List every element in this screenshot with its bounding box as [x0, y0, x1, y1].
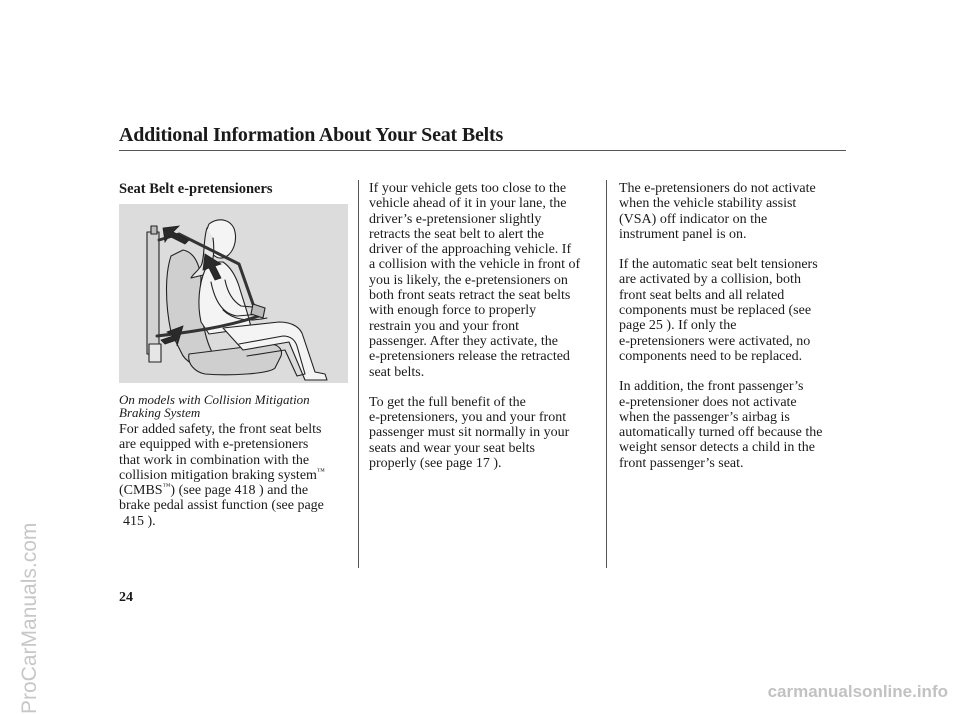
text-line: vehicle ahead of it in your lane, the: [369, 196, 567, 212]
column-3-text: [619, 181, 822, 471]
text-line: both front seats retract the seat belts: [369, 288, 571, 304]
paragraph: [619, 257, 822, 364]
text-line: If the automatic seat belt tensioners: [619, 257, 818, 273]
column-1-text: [119, 422, 325, 529]
trademark-symbol: ™: [162, 481, 171, 491]
caption-line: On models with Collision Mitigation: [119, 392, 310, 407]
text-line: instrument panel is on.: [619, 226, 747, 242]
text-line: restrain you and your front: [369, 318, 520, 334]
paragraph: [369, 181, 580, 380]
seat-belt-illustration: [119, 204, 348, 383]
text-line: retracts the seat belt to alert the: [369, 226, 544, 242]
paragraph: [619, 181, 822, 242]
text-line: when the vehicle stability assist: [619, 196, 797, 212]
section-heading: Seat Belt e-pretensioners: [119, 181, 273, 197]
text-line: e-pretensioner does not activate: [619, 394, 797, 410]
text-line: front seat belts and all related: [619, 287, 785, 303]
text-line: components need to be replaced.: [619, 348, 803, 364]
cmbs-abbrev: (CMBS: [119, 483, 163, 499]
trademark-symbol: ™: [316, 466, 325, 476]
text-line: when the passenger’s airbag is: [619, 409, 790, 425]
text-line: To get the full benefit of the: [369, 394, 526, 410]
text-line: e-pretensioners were activated, no: [619, 333, 811, 349]
text-line: you is likely, the e-pretensioners on: [369, 272, 568, 288]
text-line: [119, 483, 325, 498]
text-line: driver of the approaching vehicle. If: [369, 242, 572, 258]
cmbs-phrase: collision mitigation braking system: [119, 467, 317, 483]
text-line: page 25 ). If only the: [619, 318, 737, 334]
text-line: automatically turned off because the: [619, 425, 823, 441]
text-line: In addition, the front passenger’s: [619, 379, 804, 395]
side-watermark: ProCarManuals.com: [18, 522, 41, 714]
column-divider-1: [358, 180, 359, 568]
text-line: that work in combination with the: [119, 452, 310, 468]
caption-line: Braking System: [119, 405, 201, 420]
paragraph: [369, 395, 580, 471]
text-line: passenger. After they activate, the: [369, 333, 558, 349]
text-line: are activated by a collision, both: [619, 272, 801, 288]
text-line: a collision with the vehicle in front of: [369, 257, 581, 273]
text-line: e-pretensioners, you and your front: [369, 410, 567, 426]
paragraph: [619, 379, 822, 471]
cmbs-page-ref: ) (see page 418 ) and the: [170, 483, 309, 499]
text-line: passenger must sit normally in your: [369, 425, 570, 441]
text-line: brake pedal assist function (see page: [119, 498, 324, 514]
text-line: driver’s e-pretensioner slightly: [369, 211, 542, 227]
footer-watermark: carmanualsonline.info: [767, 682, 948, 701]
text-line: components must be replaced (see: [619, 303, 812, 319]
seated-passenger-drawing: [119, 204, 348, 383]
text-line: seat belts.: [369, 364, 425, 380]
text-line: properly (see page 17 ).: [369, 456, 502, 472]
text-line: (VSA) off indicator on the: [619, 211, 768, 227]
column-divider-2: [606, 180, 607, 568]
text-line: If your vehicle gets too close to the: [369, 181, 567, 196]
text-line: with enough force to properly: [369, 303, 537, 319]
text-line: The e-pretensioners do not activate: [619, 181, 816, 196]
text-line: seats and wear your seat belts: [369, 440, 535, 456]
text-line: For added safety, the front seat belts: [119, 422, 322, 437]
title-rule: [119, 150, 846, 151]
page-title: Additional Information About Your Seat Belts: [119, 124, 504, 146]
text-line: 415 ).: [123, 513, 156, 529]
figure-caption: [119, 393, 359, 419]
text-line: front passenger’s seat.: [619, 455, 744, 471]
text-line: are equipped with e-pretensioners: [119, 437, 309, 453]
text-line: [119, 468, 325, 483]
column-2-text: [369, 181, 580, 471]
text-line: weight sensor detects a child in the: [619, 440, 815, 456]
text-line: e-pretensioners release the retracted: [369, 349, 570, 365]
page-number: 24: [119, 590, 133, 605]
